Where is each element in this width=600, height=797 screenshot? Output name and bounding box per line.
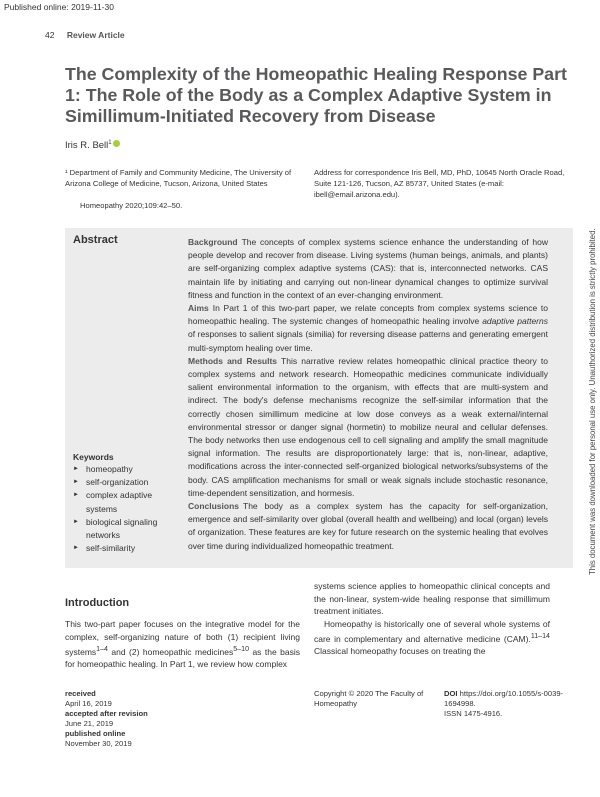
abstract-text (188, 236, 548, 553)
page-number: 42 (45, 30, 55, 40)
section-label: Review Article (66, 30, 125, 40)
keyword-item: ► complex adaptive systems (73, 489, 183, 515)
ref-sup: 11–14 (530, 632, 550, 640)
online-date: November 30, 2019 (65, 739, 132, 748)
intro-column-2 (314, 580, 550, 658)
intro-p3-a: Homeopathy is historically one of several whole systems of care in complementary and alternative medicine (CAM). (314, 618, 550, 644)
received-label: received (65, 689, 96, 698)
accepted-date: June 21, 2019 (65, 719, 114, 728)
author-name: Iris R. Bell (65, 140, 109, 152)
methods-text: This narrative review relates homeopathic clinical practice theory to complex systems and network research. Homeopathic medicines communicate individually salient environmental information to the organism, with effects that are multi-system and indirect. The body's defense mechanisms recognize the self-similar information that the correctly chosen simillimum medicine at low dose conveys as a weak external/internal environmental stressor or danger signal (hormetin) to mobilize neural and cellular defenses. The body networks then use endogenous cell to cell signaling and amplify the small magnitude signal information. The results are disproportionately large: that is, non-linear, adaptive, modifications across the inter-connected self-organized biological networks/subsystems of the body. CAS amplification mechanisms for small or weak signals include stochastic resonance, time-dependent sensitization, and hormesis. (188, 355, 548, 498)
accepted-label: accepted after revision (65, 709, 148, 718)
keyword-item: ► homeopathy (73, 463, 183, 476)
aims-label: Aims (188, 303, 209, 314)
affiliation: ¹ Department of Family and Community Medicine, The University of Arizona College of Medicine, Tucson, Arizona, United States (65, 168, 292, 188)
conclusions-label: Conclusions (188, 501, 240, 512)
abstract-methods (188, 355, 548, 500)
intro-p3-b: Classical homeopathy focuses on treating the (314, 646, 486, 657)
doi-link[interactable]: https://doi.org/10.1055/s-0039-1694998. (444, 689, 564, 708)
download-notice: This document was downloaded for personal use only. Unauthorized distribution is strictly prohibited. (588, 228, 597, 575)
orcid-icon[interactable] (113, 140, 120, 147)
correspondence: Address for correspondence Iris Bell, MD, PhD, 10645 North Oracle Road, Suite 121-126, Tucson, AZ 85737, United States (e-mail: ibell@email.arizona.edu). (314, 168, 565, 199)
ref-sup: 5–10 (233, 645, 250, 653)
intro-p1-a: This two-part paper focuses on the integrative model for the complex, self-organizing nature of both (1) recipient living systems (65, 619, 300, 657)
intro-p1-c: as the basis for homeopathic healing. In Part 1, we review how complex (65, 646, 300, 670)
intro-paragraph-2: systems science applies to homeopathic clinical concepts and the non-linear, system-wide healing response that simillimum treatment initiates. (314, 581, 550, 616)
doi-label: DOI (444, 689, 458, 698)
keyword-item: ► self-organization (73, 476, 183, 489)
intro-column-1 (65, 618, 300, 671)
article-dates (65, 689, 148, 749)
aims-text-a: In Part 1 of this two-part paper, we relate concepts from complex systems science to homeopathic healing. The systemic changes of homeopathic healing involve (188, 303, 548, 327)
conclusions-text: The body as a complex system has the capacity for self-organization, emergence and self-similarity over global (overall health and wellbeing) and local (organ) levels of organization. These features are key for future research on the systemic healing that evolves over time during individualized homeopathic treatment. (188, 501, 548, 551)
abstract-background (188, 236, 548, 302)
intro-paragraph-3 (314, 618, 550, 658)
keyword-item: ► biological signaling networks (73, 516, 183, 542)
published-online-banner: Published online: 2019-11-30 (4, 2, 114, 12)
copyright: Copyright © 2020 The Faculty of Homeopathy (314, 689, 424, 708)
author-line (65, 140, 120, 151)
abstract-heading: Abstract (73, 234, 118, 246)
introduction-heading: Introduction (65, 597, 130, 609)
aims-text-b: of responses to salient signals (similia) for reversing disease patterns and generating emergent multi-symptom healing over time. (188, 329, 548, 353)
issn: ISSN 1475-4916. (444, 709, 503, 718)
methods-label: Methods and Results (188, 355, 278, 366)
intro-paragraph-1 (65, 618, 300, 671)
keywords-list (73, 463, 183, 555)
running-header (45, 30, 125, 40)
abstract-aims (188, 302, 548, 355)
keyword-item: ► self-similarity (73, 542, 183, 555)
article-title: The Complexity of the Homeopathic Healing Response Part 1: The Role of the Body as a Complex Adaptive System in Simillimum-Initiated Recovery from Disease (65, 64, 567, 126)
background-label: Background (188, 237, 238, 247)
abstract-conclusions (188, 500, 548, 553)
online-label: published online (65, 729, 126, 738)
ref-sup: 1–4 (96, 645, 108, 653)
doi-block (444, 689, 584, 719)
journal-citation: Homeopathy 2020;109:42–50. (80, 201, 183, 210)
received-date: April 16, 2019 (65, 699, 112, 708)
aims-italic: adaptive patterns (482, 316, 548, 327)
intro-p1-b: and (2) homeopathic medicines (107, 646, 234, 657)
author-affil-marker: 1 (108, 140, 112, 146)
keywords-heading: Keywords (73, 452, 114, 462)
background-text: The concepts of complex systems science enhance the understanding of how people develop and recover from disease. Living systems (human beings, animals, and plants) are self-organizing complex adaptive systems (CAS): that is, interconnected networks. CAS maintain life by initiating and carrying out non-linear dynamical changes to optimize survival fitness and function in the context of an ever-changing environment. (188, 237, 548, 300)
